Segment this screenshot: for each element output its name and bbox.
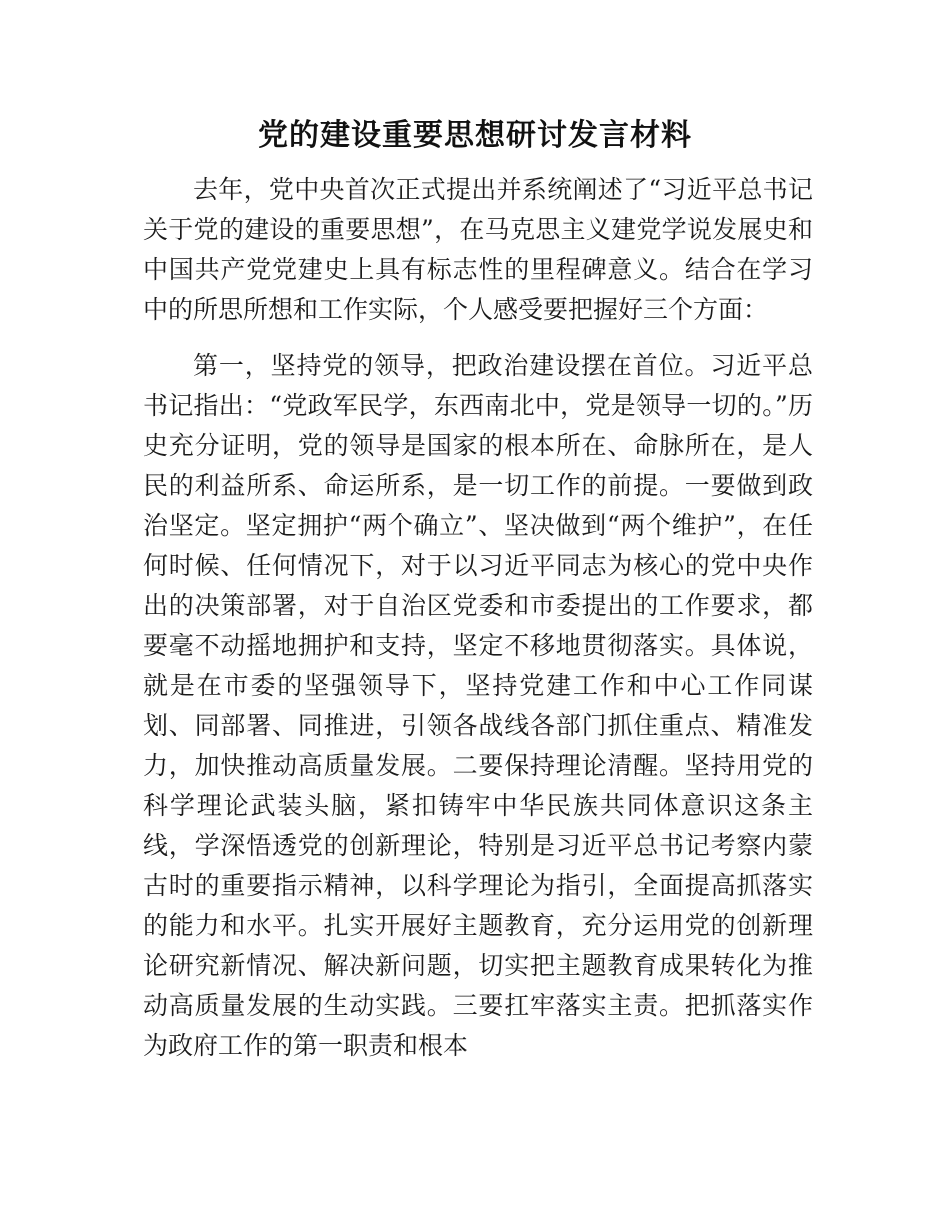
paragraph-first-point: 第一，坚持党的领导，把政治建设摆在首位。习近平总书记指出：“党政军民学，东西南北中，党是领导一切的。”历史充分证明，党的领导是国家的根本所在、命脉所在，是人民的利益所系、命运所系，是一切工作的前提。一要做到政治坚定。坚定拥护“两个确立”、坚决做到“两个维护”，在任何时候、任何情况下，对于以习近平同志为核心的党中央作出的决策部署，对于自治区党委和市委提出的工作要求，都要毫不动摇地拥护和支持，坚定不移地贯彻落实。具体说，就是在市委的坚强领导下，坚持党建工作和中心工作同谋划、同部署、同推进，引领各战线各部门抓住重点、精准发力，加快推动高质量发展。二要保持理论清醒。坚持用党的科学理论武装头脑，紧扣铸牢中华民族共同体意识这条主线，学深悟透党的创新理论，特别是习近平总书记考察内蒙古时的重要指示精神，以科学理论为指引，全面提高抓落实的能力和水平。扎实开展好主题教育，充分运用党的创新理论研究新情况、解决新问题，切实把主题教育成果转化为推动高质量发展的生动实践。三要扛牢落实主责。把抓落实作为政府工作的第一职责和根本 [143, 351, 813, 1060]
paragraph-intro: 去年，党中央首次正式提出并系统阐述了“习近平总书记关于党的建设的重要思想”，在马克思主义建党学说发展史和中国共产党党建史上具有标志性的里程碑意义。结合在学习中的所思所想和工作实际，个人感受要把握好三个方面： [143, 175, 813, 324]
document-title: 党的建设重要思想研讨发言材料 [258, 118, 692, 153]
document-body [143, 170, 813, 1066]
